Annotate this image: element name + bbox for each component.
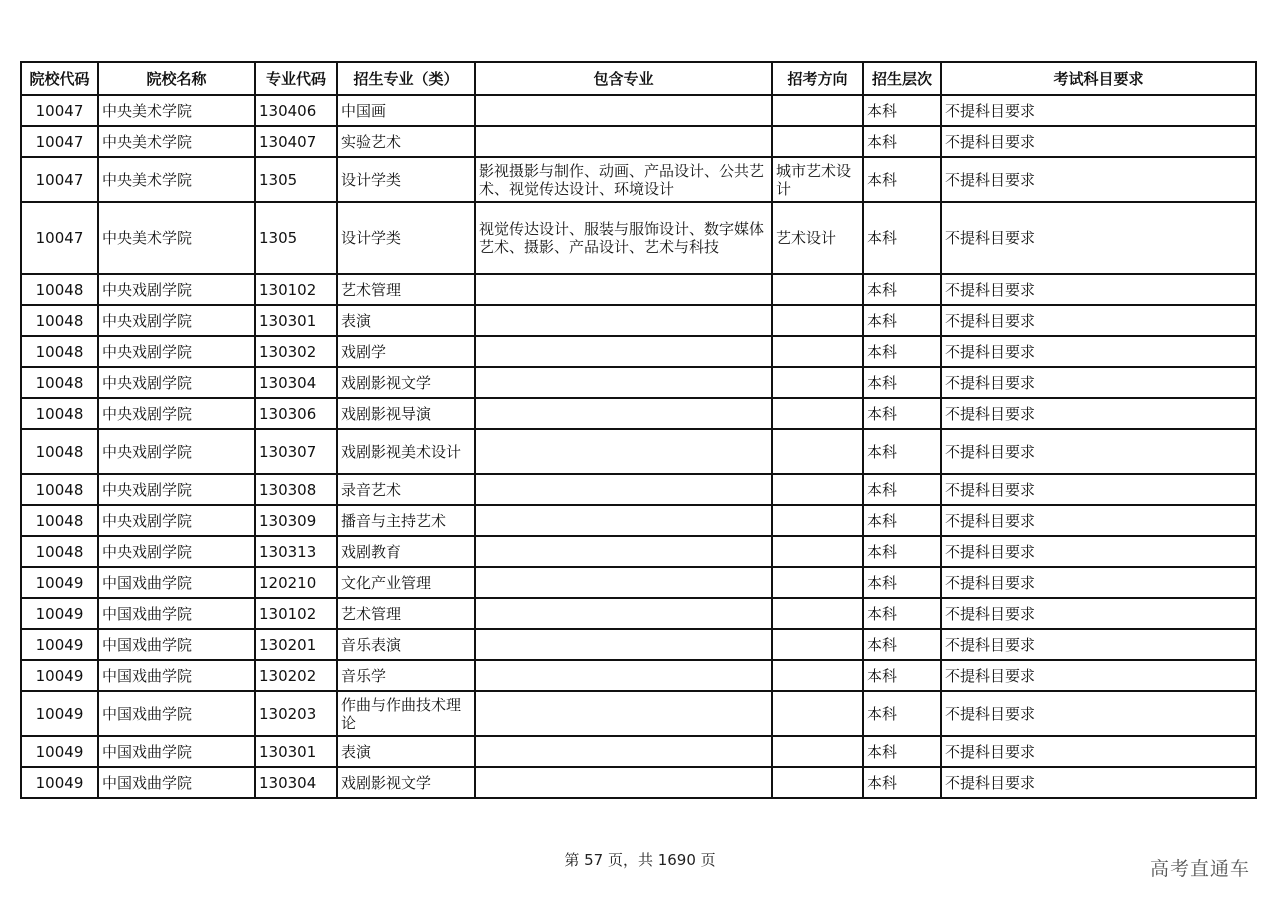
cell-major: 作曲与作曲技术理论 bbox=[337, 691, 475, 736]
cell-school-code: 10048 bbox=[21, 429, 98, 474]
cell-school-name: 中国戏曲学院 bbox=[98, 567, 255, 598]
cell-direction: 城市艺术设计 bbox=[772, 157, 863, 202]
cell-subject-requirement: 不提科目要求 bbox=[941, 95, 1256, 126]
cell-school-name: 中央戏剧学院 bbox=[98, 305, 255, 336]
cell-direction bbox=[772, 736, 863, 767]
cell-school-name: 中央美术学院 bbox=[98, 202, 255, 274]
cell-school-code: 10048 bbox=[21, 505, 98, 536]
cell-major: 表演 bbox=[337, 736, 475, 767]
cell-direction bbox=[772, 336, 863, 367]
table-row bbox=[21, 95, 1256, 126]
header-school-code: 院校代码 bbox=[21, 62, 98, 95]
cell-included-majors bbox=[475, 126, 772, 157]
table-row bbox=[21, 660, 1256, 691]
cell-major: 播音与主持艺术 bbox=[337, 505, 475, 536]
cell-major-code: 130202 bbox=[255, 660, 337, 691]
cell-included-majors bbox=[475, 567, 772, 598]
cell-level: 本科 bbox=[863, 398, 941, 429]
cell-level: 本科 bbox=[863, 691, 941, 736]
cell-major-code: 130203 bbox=[255, 691, 337, 736]
table-row bbox=[21, 505, 1256, 536]
cell-subject-requirement: 不提科目要求 bbox=[941, 505, 1256, 536]
cell-included-majors bbox=[475, 474, 772, 505]
table-row bbox=[21, 767, 1256, 798]
cell-level: 本科 bbox=[863, 767, 941, 798]
cell-school-name: 中国戏曲学院 bbox=[98, 691, 255, 736]
cell-major: 表演 bbox=[337, 305, 475, 336]
cell-major-code: 130313 bbox=[255, 536, 337, 567]
cell-school-name: 中央戏剧学院 bbox=[98, 367, 255, 398]
cell-subject-requirement: 不提科目要求 bbox=[941, 660, 1256, 691]
cell-school-code: 10048 bbox=[21, 398, 98, 429]
cell-major: 设计学类 bbox=[337, 202, 475, 274]
table-row bbox=[21, 336, 1256, 367]
cell-direction bbox=[772, 367, 863, 398]
cell-major-code: 130406 bbox=[255, 95, 337, 126]
cell-included-majors bbox=[475, 429, 772, 474]
table-row bbox=[21, 736, 1256, 767]
cell-subject-requirement: 不提科目要求 bbox=[941, 536, 1256, 567]
cell-direction bbox=[772, 305, 863, 336]
cell-school-name: 中央美术学院 bbox=[98, 157, 255, 202]
cell-school-name: 中央戏剧学院 bbox=[98, 274, 255, 305]
table-row bbox=[21, 274, 1256, 305]
cell-included-majors: 影视摄影与制作、动画、产品设计、公共艺术、视觉传达设计、环境设计 bbox=[475, 157, 772, 202]
table-row bbox=[21, 157, 1256, 202]
cell-school-name: 中央美术学院 bbox=[98, 95, 255, 126]
cell-level: 本科 bbox=[863, 736, 941, 767]
header-level: 招生层次 bbox=[863, 62, 941, 95]
cell-major: 音乐表演 bbox=[337, 629, 475, 660]
cell-level: 本科 bbox=[863, 474, 941, 505]
cell-level: 本科 bbox=[863, 429, 941, 474]
cell-major: 文化产业管理 bbox=[337, 567, 475, 598]
cell-school-code: 10048 bbox=[21, 336, 98, 367]
table-row bbox=[21, 474, 1256, 505]
cell-major: 戏剧影视美术设计 bbox=[337, 429, 475, 474]
cell-major: 录音艺术 bbox=[337, 474, 475, 505]
cell-school-name: 中国戏曲学院 bbox=[98, 598, 255, 629]
cell-level: 本科 bbox=[863, 629, 941, 660]
cell-included-majors bbox=[475, 536, 772, 567]
cell-level: 本科 bbox=[863, 202, 941, 274]
cell-level: 本科 bbox=[863, 157, 941, 202]
cell-subject-requirement: 不提科目要求 bbox=[941, 767, 1256, 798]
cell-major-code: 130308 bbox=[255, 474, 337, 505]
header-major: 招生专业（类） bbox=[337, 62, 475, 95]
cell-level: 本科 bbox=[863, 598, 941, 629]
table-row bbox=[21, 305, 1256, 336]
cell-school-code: 10048 bbox=[21, 474, 98, 505]
cell-major-code: 130102 bbox=[255, 274, 337, 305]
cell-direction bbox=[772, 691, 863, 736]
cell-subject-requirement: 不提科目要求 bbox=[941, 274, 1256, 305]
cell-major-code: 130407 bbox=[255, 126, 337, 157]
cell-included-majors bbox=[475, 274, 772, 305]
cell-major-code: 120210 bbox=[255, 567, 337, 598]
cell-major: 音乐学 bbox=[337, 660, 475, 691]
cell-included-majors bbox=[475, 660, 772, 691]
header-subject-requirement: 考试科目要求 bbox=[941, 62, 1256, 95]
cell-subject-requirement: 不提科目要求 bbox=[941, 305, 1256, 336]
cell-major: 实验艺术 bbox=[337, 126, 475, 157]
cell-school-name: 中央戏剧学院 bbox=[98, 336, 255, 367]
header-direction: 招考方向 bbox=[772, 62, 863, 95]
cell-direction bbox=[772, 474, 863, 505]
cell-subject-requirement: 不提科目要求 bbox=[941, 629, 1256, 660]
cell-direction bbox=[772, 126, 863, 157]
cell-level: 本科 bbox=[863, 567, 941, 598]
cell-level: 本科 bbox=[863, 126, 941, 157]
cell-level: 本科 bbox=[863, 274, 941, 305]
cell-major-code: 130201 bbox=[255, 629, 337, 660]
table-row bbox=[21, 629, 1256, 660]
cell-school-code: 10048 bbox=[21, 367, 98, 398]
cell-level: 本科 bbox=[863, 505, 941, 536]
cell-subject-requirement: 不提科目要求 bbox=[941, 336, 1256, 367]
cell-school-code: 10049 bbox=[21, 629, 98, 660]
cell-direction bbox=[772, 398, 863, 429]
cell-subject-requirement: 不提科目要求 bbox=[941, 474, 1256, 505]
cell-included-majors bbox=[475, 767, 772, 798]
cell-subject-requirement: 不提科目要求 bbox=[941, 567, 1256, 598]
cell-included-majors bbox=[475, 691, 772, 736]
cell-subject-requirement: 不提科目要求 bbox=[941, 157, 1256, 202]
cell-school-code: 10047 bbox=[21, 95, 98, 126]
cell-major-code: 1305 bbox=[255, 202, 337, 274]
cell-major-code: 130306 bbox=[255, 398, 337, 429]
cell-school-code: 10049 bbox=[21, 691, 98, 736]
cell-school-code: 10048 bbox=[21, 536, 98, 567]
cell-direction bbox=[772, 95, 863, 126]
cell-major: 中国画 bbox=[337, 95, 475, 126]
cell-subject-requirement: 不提科目要求 bbox=[941, 367, 1256, 398]
cell-included-majors bbox=[475, 398, 772, 429]
cell-direction bbox=[772, 536, 863, 567]
table-row bbox=[21, 398, 1256, 429]
cell-included-majors bbox=[475, 505, 772, 536]
cell-school-code: 10049 bbox=[21, 598, 98, 629]
cell-major: 戏剧教育 bbox=[337, 536, 475, 567]
cell-direction bbox=[772, 567, 863, 598]
cell-direction bbox=[772, 767, 863, 798]
cell-level: 本科 bbox=[863, 660, 941, 691]
page-number: 第 57 页，共 1690 页 bbox=[564, 851, 716, 869]
cell-included-majors bbox=[475, 305, 772, 336]
cell-direction: 艺术设计 bbox=[772, 202, 863, 274]
cell-school-name: 中国戏曲学院 bbox=[98, 736, 255, 767]
cell-major-code: 130302 bbox=[255, 336, 337, 367]
table-row bbox=[21, 202, 1256, 274]
admission-table bbox=[20, 61, 1257, 799]
table-row bbox=[21, 126, 1256, 157]
cell-included-majors bbox=[475, 629, 772, 660]
cell-major-code: 130102 bbox=[255, 598, 337, 629]
cell-direction bbox=[772, 505, 863, 536]
cell-level: 本科 bbox=[863, 336, 941, 367]
cell-level: 本科 bbox=[863, 367, 941, 398]
cell-major: 戏剧影视文学 bbox=[337, 767, 475, 798]
table-row bbox=[21, 536, 1256, 567]
cell-level: 本科 bbox=[863, 536, 941, 567]
table-row bbox=[21, 567, 1256, 598]
cell-subject-requirement: 不提科目要求 bbox=[941, 126, 1256, 157]
cell-subject-requirement: 不提科目要求 bbox=[941, 598, 1256, 629]
table-row bbox=[21, 367, 1256, 398]
cell-direction bbox=[772, 429, 863, 474]
cell-school-name: 中国戏曲学院 bbox=[98, 660, 255, 691]
cell-level: 本科 bbox=[863, 305, 941, 336]
cell-subject-requirement: 不提科目要求 bbox=[941, 398, 1256, 429]
cell-school-name: 中央戏剧学院 bbox=[98, 474, 255, 505]
cell-major-code: 130304 bbox=[255, 767, 337, 798]
cell-included-majors bbox=[475, 95, 772, 126]
cell-major: 戏剧影视文学 bbox=[337, 367, 475, 398]
cell-school-name: 中央戏剧学院 bbox=[98, 505, 255, 536]
cell-direction bbox=[772, 274, 863, 305]
cell-major-code: 130304 bbox=[255, 367, 337, 398]
cell-major: 戏剧学 bbox=[337, 336, 475, 367]
cell-school-code: 10047 bbox=[21, 202, 98, 274]
header-major-code: 专业代码 bbox=[255, 62, 337, 95]
cell-school-code: 10047 bbox=[21, 157, 98, 202]
cell-school-code: 10048 bbox=[21, 274, 98, 305]
cell-school-name: 中央戏剧学院 bbox=[98, 398, 255, 429]
cell-major: 设计学类 bbox=[337, 157, 475, 202]
cell-subject-requirement: 不提科目要求 bbox=[941, 691, 1256, 736]
cell-school-name: 中央美术学院 bbox=[98, 126, 255, 157]
header-school-name: 院校名称 bbox=[98, 62, 255, 95]
cell-included-majors bbox=[475, 598, 772, 629]
cell-school-code: 10049 bbox=[21, 660, 98, 691]
cell-school-code: 10049 bbox=[21, 736, 98, 767]
cell-major: 戏剧影视导演 bbox=[337, 398, 475, 429]
cell-subject-requirement: 不提科目要求 bbox=[941, 429, 1256, 474]
cell-major-code: 1305 bbox=[255, 157, 337, 202]
cell-school-name: 中国戏曲学院 bbox=[98, 767, 255, 798]
cell-school-name: 中国戏曲学院 bbox=[98, 629, 255, 660]
table-row bbox=[21, 429, 1256, 474]
cell-major-code: 130307 bbox=[255, 429, 337, 474]
header-included-majors: 包含专业 bbox=[475, 62, 772, 95]
cell-included-majors bbox=[475, 367, 772, 398]
cell-school-name: 中央戏剧学院 bbox=[98, 429, 255, 474]
cell-included-majors: 视觉传达设计、服装与服饰设计、数字媒体艺术、摄影、产品设计、艺术与科技 bbox=[475, 202, 772, 274]
cell-level: 本科 bbox=[863, 95, 941, 126]
cell-direction bbox=[772, 629, 863, 660]
cell-subject-requirement: 不提科目要求 bbox=[941, 202, 1256, 274]
table-row bbox=[21, 691, 1256, 736]
cell-major-code: 130309 bbox=[255, 505, 337, 536]
cell-direction bbox=[772, 660, 863, 691]
cell-subject-requirement: 不提科目要求 bbox=[941, 736, 1256, 767]
cell-school-name: 中央戏剧学院 bbox=[98, 536, 255, 567]
cell-included-majors bbox=[475, 736, 772, 767]
cell-major-code: 130301 bbox=[255, 305, 337, 336]
cell-school-code: 10049 bbox=[21, 567, 98, 598]
watermark-text: 高考直通车 bbox=[1149, 858, 1250, 880]
cell-school-code: 10048 bbox=[21, 305, 98, 336]
table-header-row bbox=[21, 62, 1256, 95]
cell-major: 艺术管理 bbox=[337, 274, 475, 305]
cell-major-code: 130301 bbox=[255, 736, 337, 767]
cell-included-majors bbox=[475, 336, 772, 367]
cell-school-code: 10049 bbox=[21, 767, 98, 798]
cell-major: 艺术管理 bbox=[337, 598, 475, 629]
cell-direction bbox=[772, 598, 863, 629]
table-row bbox=[21, 598, 1256, 629]
cell-school-code: 10047 bbox=[21, 126, 98, 157]
